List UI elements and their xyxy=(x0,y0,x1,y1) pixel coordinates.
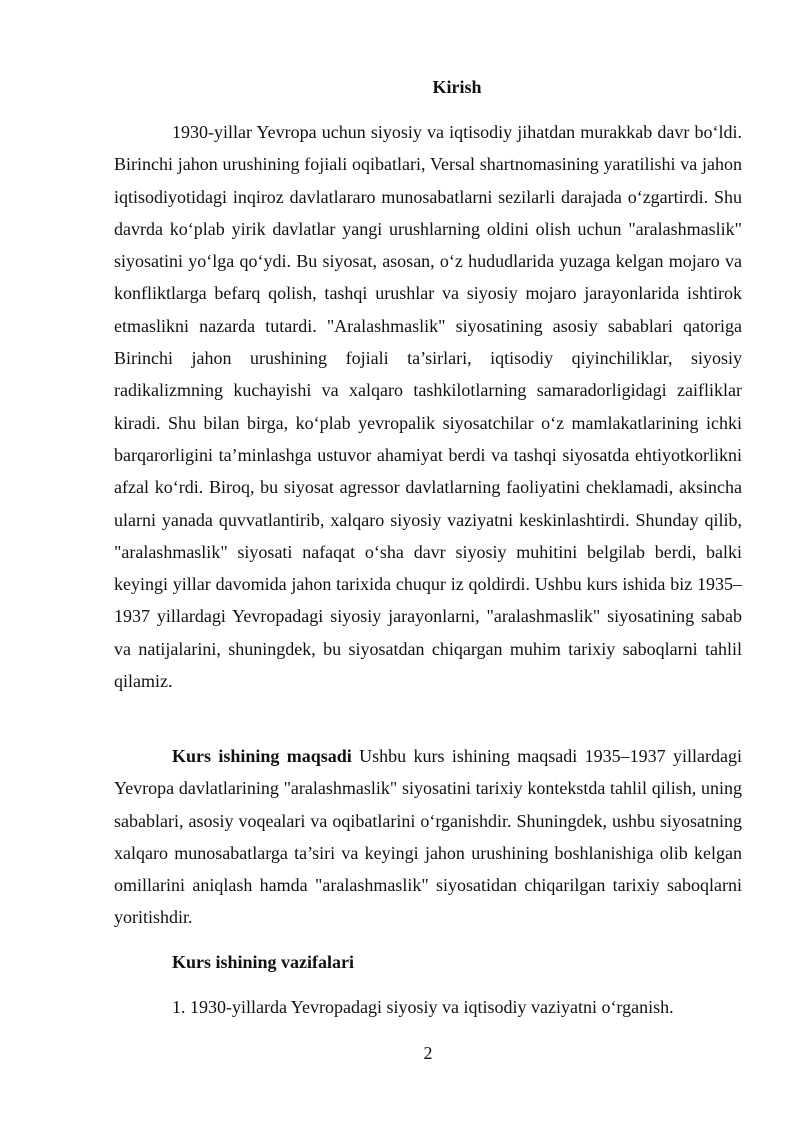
intro-paragraph: 1930-yillar Yevropa uchun siyosiy va iqtisodiy jihatdan murakkab davr bo‘ldi. Birinchi jahon urushining fojiali oqibatlari, Versal shartnomasining yaratilishi va jahon iqtisodiyotidagi inqiroz davlatlararo munosabatlarni sezilarli darajada o‘zgartirdi. Shu davrda ko‘plab yirik davlatlar yangi urushlarning oldini olish uchun "aralashmaslik" siyosatini yo‘lga qo‘ydi. Bu siyosat, asosan, o‘z hududlarida yuzaga kelgan mojaro va konfliktlarga befarq qolish, tashqi urushlar va siyosiy mojaro jarayonlarida ishtirok etmaslikni nazarda tutardi. "Aralashmaslik" siyosatining asosiy sabablari qatoriga Birinchi jahon urushining fojiali ta’sirlari, iqtisodiy qiyinchiliklar, siyosiy radikalizmning kuchayishi va xalqaro tashkilotlarning samaradorligidagi zaifliklar kiradi. Shu bilan birga, ko‘plab yevropalik siyosatchilar o‘z mamlakatlarining ichki barqarorligini ta’minlashga ustuvor ahamiyat berdi va tashqi siyosatda ehtiyotkorlikni afzal ko‘rdi. Biroq, bu siyosat agressor davlatlarning faoliyatini cheklamadi, aksincha ularni yanada quvvatlantirib, xalqaro siyosiy vaziyatni keskinlashtirdi. Shunday qilib, "aralashmaslik" siyosati nafaqat o‘sha davr siyosiy muhitini belgilab berdi, balki keyingi yillar davomida jahon tarixida chuqur iz qoldirdi. Ushbu kurs ishida biz 1935–1937 yillardagi Yevropadagi siyosiy jarayonlarni, "aralashmaslik" siyosatining sabab va natijalarini, shuningdek, bu siyosatdan chiqargan muhim tarixiy saboqlarni tahlil qilamiz. xyxy=(114,122,742,692)
page-number: 2 xyxy=(423,1043,433,1063)
aim-paragraph xyxy=(114,740,742,934)
aim-label: Kurs ishining maqsadi xyxy=(172,746,352,766)
aim-text: Ushbu kurs ishining maqsadi 1935–1937 yillardagi Yevropa davlatlarining "aralashmaslik" siyosatini tarixiy kontekstda tahlil qilish, uning sabablari, asosiy voqealari va oqibatlarini o‘rganishdir. Shuningdek, ushbu siyosatning xalqaro munosabatlarga ta’siri va keyingi jahon urushining boshlanishiga olib kelgan omillarini aniqlash hamda "aralashmaslik" siyosatidan chiqarilgan tarixiy saboqlarni yoritishdir. xyxy=(114,746,742,928)
task-item-1: 1. 1930-yillarda Yevropadagi siyosiy va iqtisodiy vaziyatni o‘rganish. xyxy=(172,997,674,1017)
tasks-heading: Kurs ishining vazifalari xyxy=(172,952,355,972)
page-title: Kirish xyxy=(432,77,482,97)
